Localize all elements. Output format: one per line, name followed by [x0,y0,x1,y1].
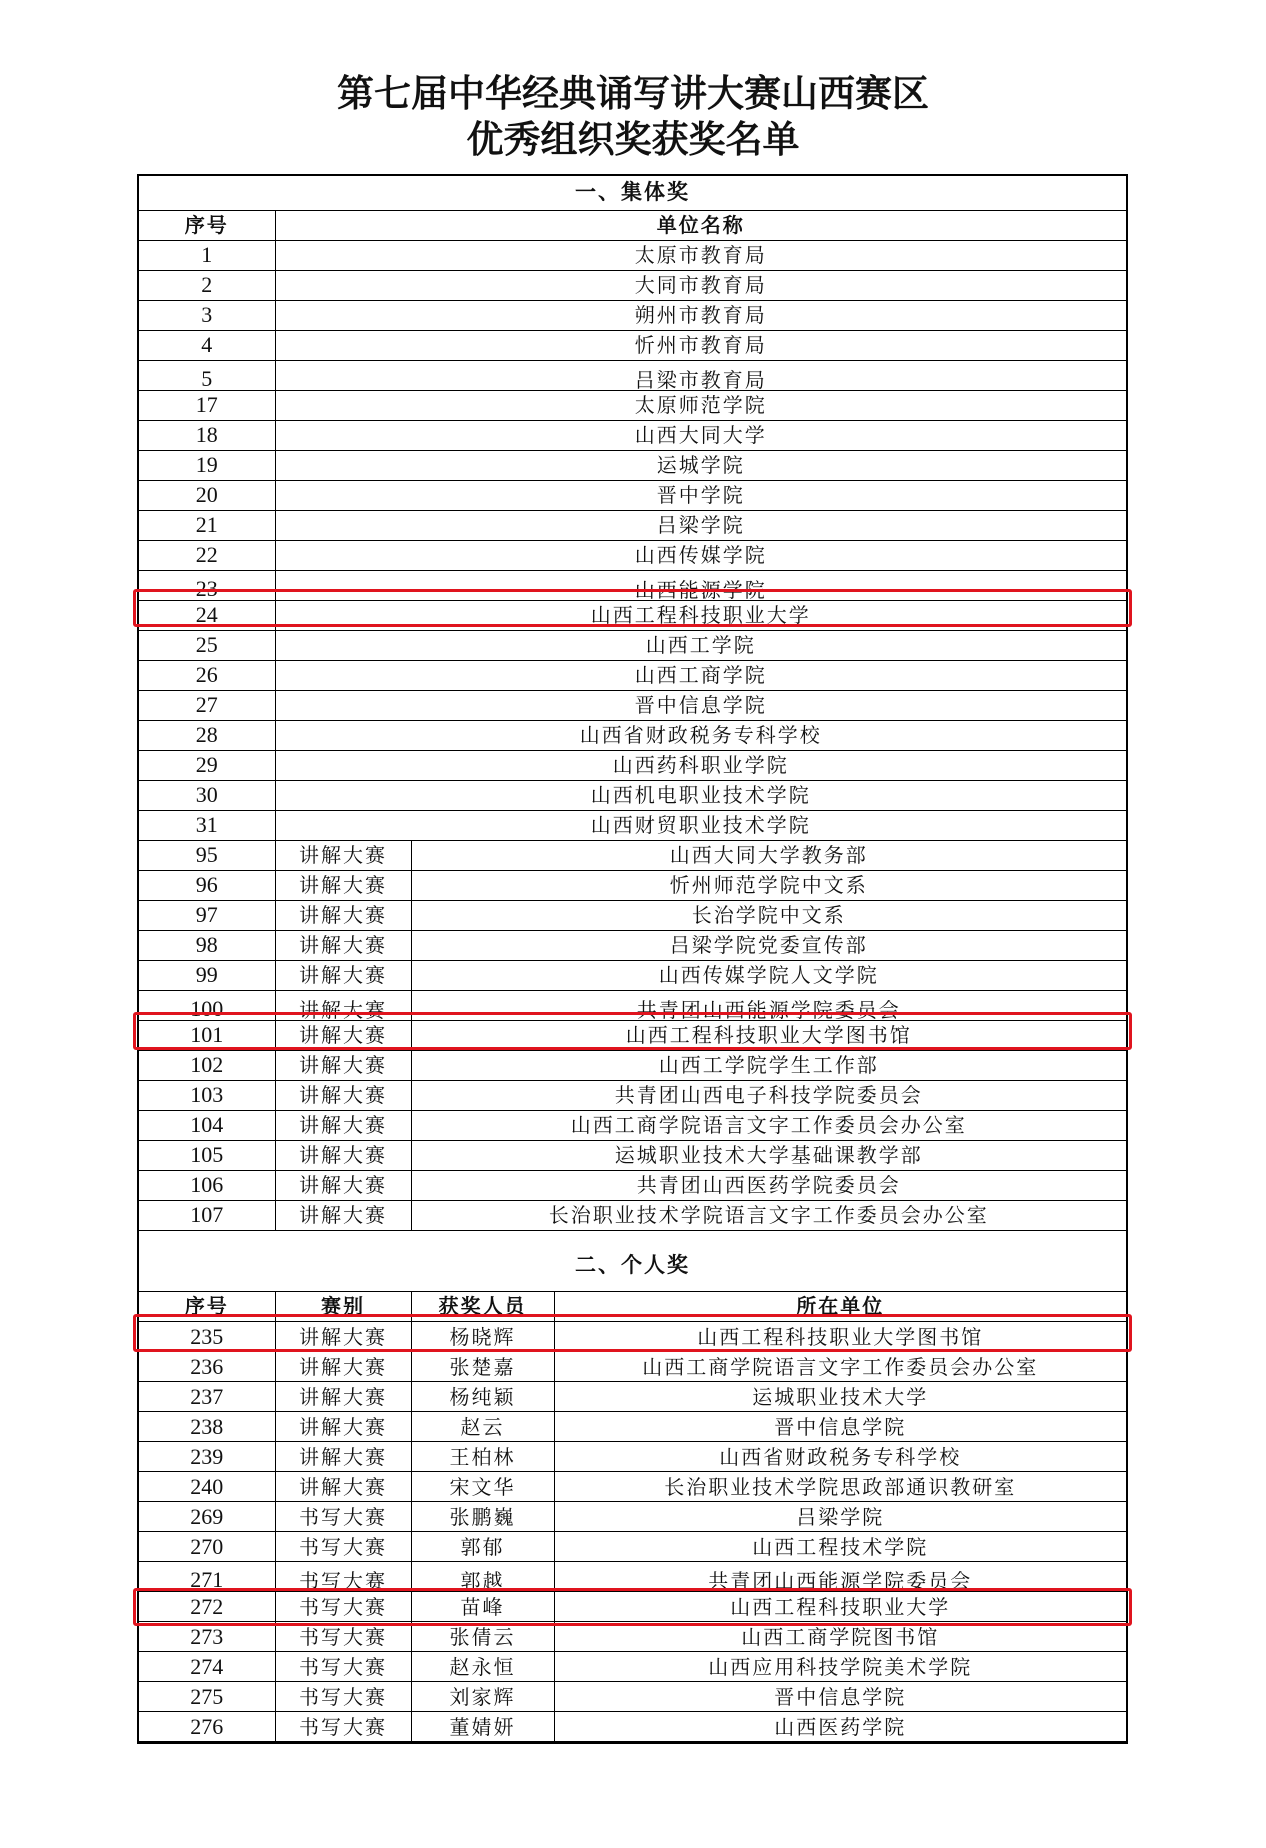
row-index: 237 [139,1382,275,1412]
row-unit: 山西工商学院语言文字工作委员会办公室 [554,1352,1126,1382]
title-line-2: 优秀组织奖获奖名单 [466,117,800,161]
row-competition-type: 讲解大赛 [275,1472,411,1502]
row-unit: 山西传媒学院 [275,540,1126,570]
table-row [139,1200,1126,1230]
table-row [139,900,1126,930]
row-unit: 忻州市教育局 [275,330,1126,360]
row-index: 20 [139,480,275,510]
row-unit: 山西工程技术学院 [554,1532,1126,1562]
table-row [139,1080,1126,1110]
row-competition-type: 讲解大赛 [275,1020,411,1050]
row-person: 宋文华 [411,1472,554,1502]
table-row [139,510,1126,540]
table-row [139,1412,1126,1442]
row-unit: 大同市教育局 [275,270,1126,300]
row-unit: 长治职业技术学院思政部通识教研室 [554,1472,1126,1502]
table-row [139,1442,1126,1472]
row-index: 276 [139,1712,275,1742]
col-header-index: 序号 [139,210,275,240]
col-header-index: 序号 [139,1292,275,1322]
row-person: 赵云 [411,1412,554,1442]
row-unit: 长治学院中文系 [411,900,1126,930]
table-row [139,930,1126,960]
row-competition-type: 书写大赛 [275,1532,411,1562]
row-person: 张楚嘉 [411,1352,554,1382]
row-unit: 晋中信息学院 [554,1682,1126,1712]
row-index: 4 [139,330,275,360]
row-unit: 吕梁学院 [554,1502,1126,1532]
row-person: 郭越 [411,1562,554,1592]
row-person: 张倩云 [411,1622,554,1652]
row-unit: 晋中信息学院 [554,1412,1126,1442]
row-index: 274 [139,1652,275,1682]
row-competition-type: 讲解大赛 [275,1140,411,1170]
table-row [139,360,1126,390]
row-person: 苗峰 [411,1592,554,1622]
table-row [139,1622,1126,1652]
row-competition-type: 讲解大赛 [275,1382,411,1412]
table-row [139,690,1126,720]
row-index: 1 [139,240,275,270]
row-index: 105 [139,1140,275,1170]
row-unit: 山西能源学院 [275,570,1126,600]
table-row [139,1352,1126,1382]
row-index: 107 [139,1200,275,1230]
row-competition-type: 讲解大赛 [275,900,411,930]
row-index: 3 [139,300,275,330]
table-row [139,1020,1126,1050]
row-competition-type: 书写大赛 [275,1502,411,1532]
col-header-unit: 单位名称 [275,210,1126,240]
row-unit: 晋中学院 [275,480,1126,510]
row-competition-type: 书写大赛 [275,1712,411,1742]
table-row [139,960,1126,990]
row-index: 28 [139,720,275,750]
table-row [139,240,1126,270]
row-index: 19 [139,450,275,480]
award-table [137,174,1128,1744]
row-index: 23 [139,570,275,600]
row-index: 236 [139,1352,275,1382]
table-row [139,810,1126,840]
row-index: 239 [139,1442,275,1472]
row-index: 95 [139,840,275,870]
row-person: 赵永恒 [411,1652,554,1682]
row-competition-type: 书写大赛 [275,1652,411,1682]
row-unit: 山西传媒学院人文学院 [411,960,1126,990]
table-row [139,1562,1126,1592]
row-competition-type: 讲解大赛 [275,990,411,1020]
row-unit: 吕梁学院党委宣传部 [411,930,1126,960]
table-row [139,1592,1126,1622]
table-row [139,720,1126,750]
row-index: 101 [139,1020,275,1050]
row-unit: 朔州市教育局 [275,300,1126,330]
col-header-unit: 所在单位 [554,1292,1126,1322]
row-index: 27 [139,690,275,720]
table-row [139,1382,1126,1412]
table-row [139,840,1126,870]
row-index: 17 [139,390,275,420]
section-1-title: 一、集体奖 [139,176,1126,210]
row-unit: 山西机电职业技术学院 [275,780,1126,810]
row-unit: 运城职业技术大学 [554,1382,1126,1412]
row-unit: 山西工程科技职业大学图书馆 [411,1020,1126,1050]
row-competition-type: 讲解大赛 [275,1352,411,1382]
row-unit: 山西应用科技学院美术学院 [554,1652,1126,1682]
table-row [139,1712,1126,1742]
row-index: 235 [139,1322,275,1352]
row-competition-type: 讲解大赛 [275,870,411,900]
table-row [139,1322,1126,1352]
row-unit: 山西省财政税务专科学校 [554,1442,1126,1472]
row-index: 21 [139,510,275,540]
row-index: 97 [139,900,275,930]
row-competition-type: 书写大赛 [275,1622,411,1652]
row-index: 29 [139,750,275,780]
table-row [139,420,1126,450]
row-index: 238 [139,1412,275,1442]
row-index: 104 [139,1110,275,1140]
row-competition-type: 书写大赛 [275,1562,411,1592]
table-row [139,1472,1126,1502]
row-index: 26 [139,660,275,690]
row-unit: 山西医药学院 [554,1712,1126,1742]
title-line-1: 第七届中华经典诵写讲大赛山西赛区 [337,71,929,115]
row-unit: 共青团山西能源学院委员会 [554,1562,1126,1592]
individual-award-table [139,1292,1126,1743]
row-unit: 太原师范学院 [275,390,1126,420]
table-row [139,1652,1126,1682]
row-unit: 山西大同大学 [275,420,1126,450]
row-unit: 共青团山西电子科技学院委员会 [411,1080,1126,1110]
row-competition-type: 讲解大赛 [275,1110,411,1140]
table-row [139,540,1126,570]
table-row [139,1502,1126,1532]
row-unit: 吕梁市教育局 [275,360,1126,390]
row-index: 100 [139,990,275,1020]
row-unit: 晋中信息学院 [275,690,1126,720]
row-index: 5 [139,360,275,390]
row-index: 275 [139,1682,275,1712]
row-index: 270 [139,1532,275,1562]
row-competition-type: 讲解大赛 [275,1050,411,1080]
row-index: 272 [139,1592,275,1622]
row-competition-type: 讲解大赛 [275,1412,411,1442]
row-index: 103 [139,1080,275,1110]
row-index: 2 [139,270,275,300]
row-unit: 山西工商学院语言文字工作委员会办公室 [411,1110,1126,1140]
row-unit: 山西省财政税务专科学校 [275,720,1126,750]
row-index: 240 [139,1472,275,1502]
row-unit: 忻州师范学院中文系 [411,870,1126,900]
row-competition-type: 书写大赛 [275,1592,411,1622]
row-person: 董婧妍 [411,1712,554,1742]
row-competition-type: 讲解大赛 [275,1200,411,1230]
row-index: 106 [139,1170,275,1200]
row-unit: 太原市教育局 [275,240,1126,270]
row-person: 杨晓辉 [411,1322,554,1352]
table-row [139,390,1126,420]
table-row [139,480,1126,510]
row-competition-type: 讲解大赛 [275,1322,411,1352]
document-title [0,70,1266,162]
table-row [139,1110,1126,1140]
row-unit: 共青团山西医药学院委员会 [411,1170,1126,1200]
row-index: 18 [139,420,275,450]
row-competition-type: 书写大赛 [275,1682,411,1712]
row-unit: 山西工程科技职业大学图书馆 [554,1322,1126,1352]
table-row [139,870,1126,900]
section-2-title: 二、个人奖 [139,1231,1126,1292]
row-index: 25 [139,630,275,660]
row-unit: 山西财贸职业技术学院 [275,810,1126,840]
row-index: 31 [139,810,275,840]
row-index: 271 [139,1562,275,1592]
row-unit: 山西工学院 [275,630,1126,660]
row-person: 张鹏巍 [411,1502,554,1532]
table-row [139,330,1126,360]
row-competition-type: 讲解大赛 [275,1170,411,1200]
row-index: 96 [139,870,275,900]
table-row [139,750,1126,780]
row-unit: 山西工商学院 [275,660,1126,690]
row-competition-type: 讲解大赛 [275,1080,411,1110]
table-row [139,270,1126,300]
row-index: 102 [139,1050,275,1080]
table-row [139,630,1126,660]
row-unit: 运城职业技术大学基础课教学部 [411,1140,1126,1170]
table-row [139,990,1126,1020]
row-index: 269 [139,1502,275,1532]
table-row [139,600,1126,630]
row-person: 王柏林 [411,1442,554,1472]
row-competition-type: 讲解大赛 [275,840,411,870]
col-header-person: 获奖人员 [411,1292,554,1322]
row-person: 杨纯颖 [411,1382,554,1412]
row-unit: 山西工学院学生工作部 [411,1050,1126,1080]
row-unit: 山西工程科技职业大学 [275,600,1126,630]
table-row [139,1682,1126,1712]
row-unit: 长治职业技术学院语言文字工作委员会办公室 [411,1200,1126,1230]
row-index: 24 [139,600,275,630]
col-header-type: 赛别 [275,1292,411,1322]
row-unit: 山西工程科技职业大学 [554,1592,1126,1622]
row-unit: 运城学院 [275,450,1126,480]
table-row [139,1532,1126,1562]
row-index: 99 [139,960,275,990]
row-person: 郭郁 [411,1532,554,1562]
table-row [139,450,1126,480]
table-row [139,570,1126,600]
row-unit: 山西药科职业学院 [275,750,1126,780]
collective-award-table [139,176,1126,1231]
table-row [139,780,1126,810]
row-competition-type: 讲解大赛 [275,1442,411,1472]
table-row [139,1140,1126,1170]
table-row [139,1170,1126,1200]
table-row [139,660,1126,690]
row-index: 30 [139,780,275,810]
row-competition-type: 讲解大赛 [275,960,411,990]
row-unit: 吕梁学院 [275,510,1126,540]
row-unit: 山西大同大学教务部 [411,840,1126,870]
row-index: 98 [139,930,275,960]
row-index: 22 [139,540,275,570]
row-unit: 山西工商学院图书馆 [554,1622,1126,1652]
row-person: 刘家辉 [411,1682,554,1712]
table-row [139,1050,1126,1080]
row-competition-type: 讲解大赛 [275,930,411,960]
table-row [139,300,1126,330]
row-index: 273 [139,1622,275,1652]
row-unit: 共青团山西能源学院委员会 [411,990,1126,1020]
